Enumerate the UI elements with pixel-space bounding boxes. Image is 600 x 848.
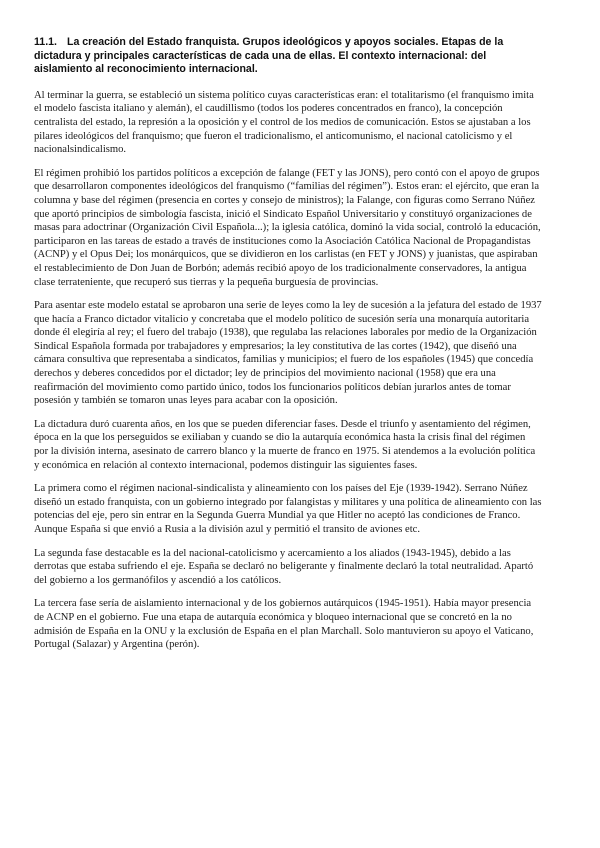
section-heading bbox=[34, 36, 542, 77]
section-number: 11.1. bbox=[34, 36, 57, 48]
paragraph-fundamental-laws: Para asentar este modelo estatal se aprobaron una serie de leyes como la ley de sucesión a la jefatura del estado de 1937 que hacía a Franco dictador vitalicio y concretaba que el modelo político de sucesión sería una monarquía autoritaria donde él elegiría al rey; el fuero del trabajo (1938), que regulaba las relaciones laborales por medio de la Organización Sindical Española formada por trabajadores y empresarios; la ley constitutiva de las cortes (1942), que diseñó una cámara consultiva que representaba a sindicatos, familias y municipios; el fuero de los españoles (1945) que concedía derechos y deberes concedidos por el dictador; ley de principios del movimiento nacional (1958) que era una reafirmación del movimiento como partido único, todos los funcionarios políticos debían jurarlos antes de tomar posesión y también se tomaron unas leyes para acabar con la oposición. bbox=[34, 300, 542, 407]
paragraph-dictatorship-phases: La dictadura duró cuarenta años, en los que se pueden diferenciar fases. Desde el triunfo y asentamiento del régimen, época en la que los perseguidos se exiliaban y cuando se dio la autarquía económica hasta la crisis final del régimen por la división interna, asesinato de carrero blanco y la muerte de franco en 1975. Si atendemos a la evolución política y económica en relación al contexto internacional, podemos distinguir las siguientes fases. bbox=[34, 418, 536, 471]
paragraph-political-system: Al terminar la guerra, se estableció un sistema político cuyas características eran: el totalitarismo (el franquismo imita el modelo fascista italiano y alemán), el caudillismo (todos los poderes concentrados en franco), la concepción centralista del estado, la represión a la oposición y el control de los medios de comunicación. Estos se ajustaban a los pilares ideológicos del franquismo; que fueron el tradicionalismo, el anticomunismo, el nacional catolicismo y el nacionalsindicalismo. bbox=[34, 89, 534, 156]
paragraph-regime-families: El régimen prohibió los partidos políticos a excepción de falange (FET y las JONS), pero contó con el apoyo de grupos que desarrollaron componentes ideológicos del franquismo (“familias del régimen”). Estos eran: el ejército, que eran la columna y base del régimen (presencia en cortes y consejo de ministros); la Falange, con figuras como Serrano Núñez que aportó principios de simbología fascista, inició el Sindicato Español Universitario y constituyó organizaciones de masas para adoctrinar (Organización Civil Española...); la iglesia católica, dominó la vida social, controló la educación, participaron en las tareas de estado a través de instituciones como la Asociación Católica Nacional de Propagandistas (ACNP) y el Opus Dei; los monárquicos, que se dividieron en los carlistas (en FET y JONS) y juanistas, que aspiraban el restablecimiento de Don Juan de Borbón; además recibió apoyo de los tradicionalmente conservadores, la antigua clase terrateniente, que recuperó sus tierras y la pequeña burguesía de provincias. bbox=[34, 167, 541, 288]
section-title: La creación del Estado franquista. Grupos ideológicos y apoyos sociales. Etapas de la dictadura y principales características de cada una de ellas. El contexto internacional: del aislamiento al reconocimiento internacional. bbox=[34, 36, 504, 76]
paragraph-third-phase: La tercera fase sería de aislamiento internacional y de los gobiernos autárquicos (1945-1951). Había mayor presencia de ACNP en el gobierno. Fue una etapa de autarquía económica y bloqueo internacional que se concretó en la no admisión de España en la ONU y la exclusión de España en el plan Marchall. Solo mantuvieron su apoyo el Vaticano, Portugal (Salazar) y Argentina (perón). bbox=[34, 598, 534, 651]
paragraph-second-phase: La segunda fase destacable es la del nacional-catolicismo y acercamiento a los aliados (1943-1945), debido a las derrotas que estaba sufriendo el eje. España se declaró no beligerante y finalmente declaró la total neutralidad. Apartó del gobierno a los germanófilos y ascendió a los católicos. bbox=[34, 547, 534, 586]
paragraph-first-phase: La primera como el régimen nacional-sindicalista y alineamiento con los países del Eje (1939-1942). Serrano Núñez diseñó un estado franquista, con un gobierno integrado por falangistas y militares y una política de alineamiento con las potencias del eje, pero sin entrar en la Segunda Guerra Mundial ya que Hitler no aceptó las condiciones de Franco. Aunque España si que envió a Rusia a la división azul y permitió el transito de aviones etc. bbox=[34, 483, 542, 535]
